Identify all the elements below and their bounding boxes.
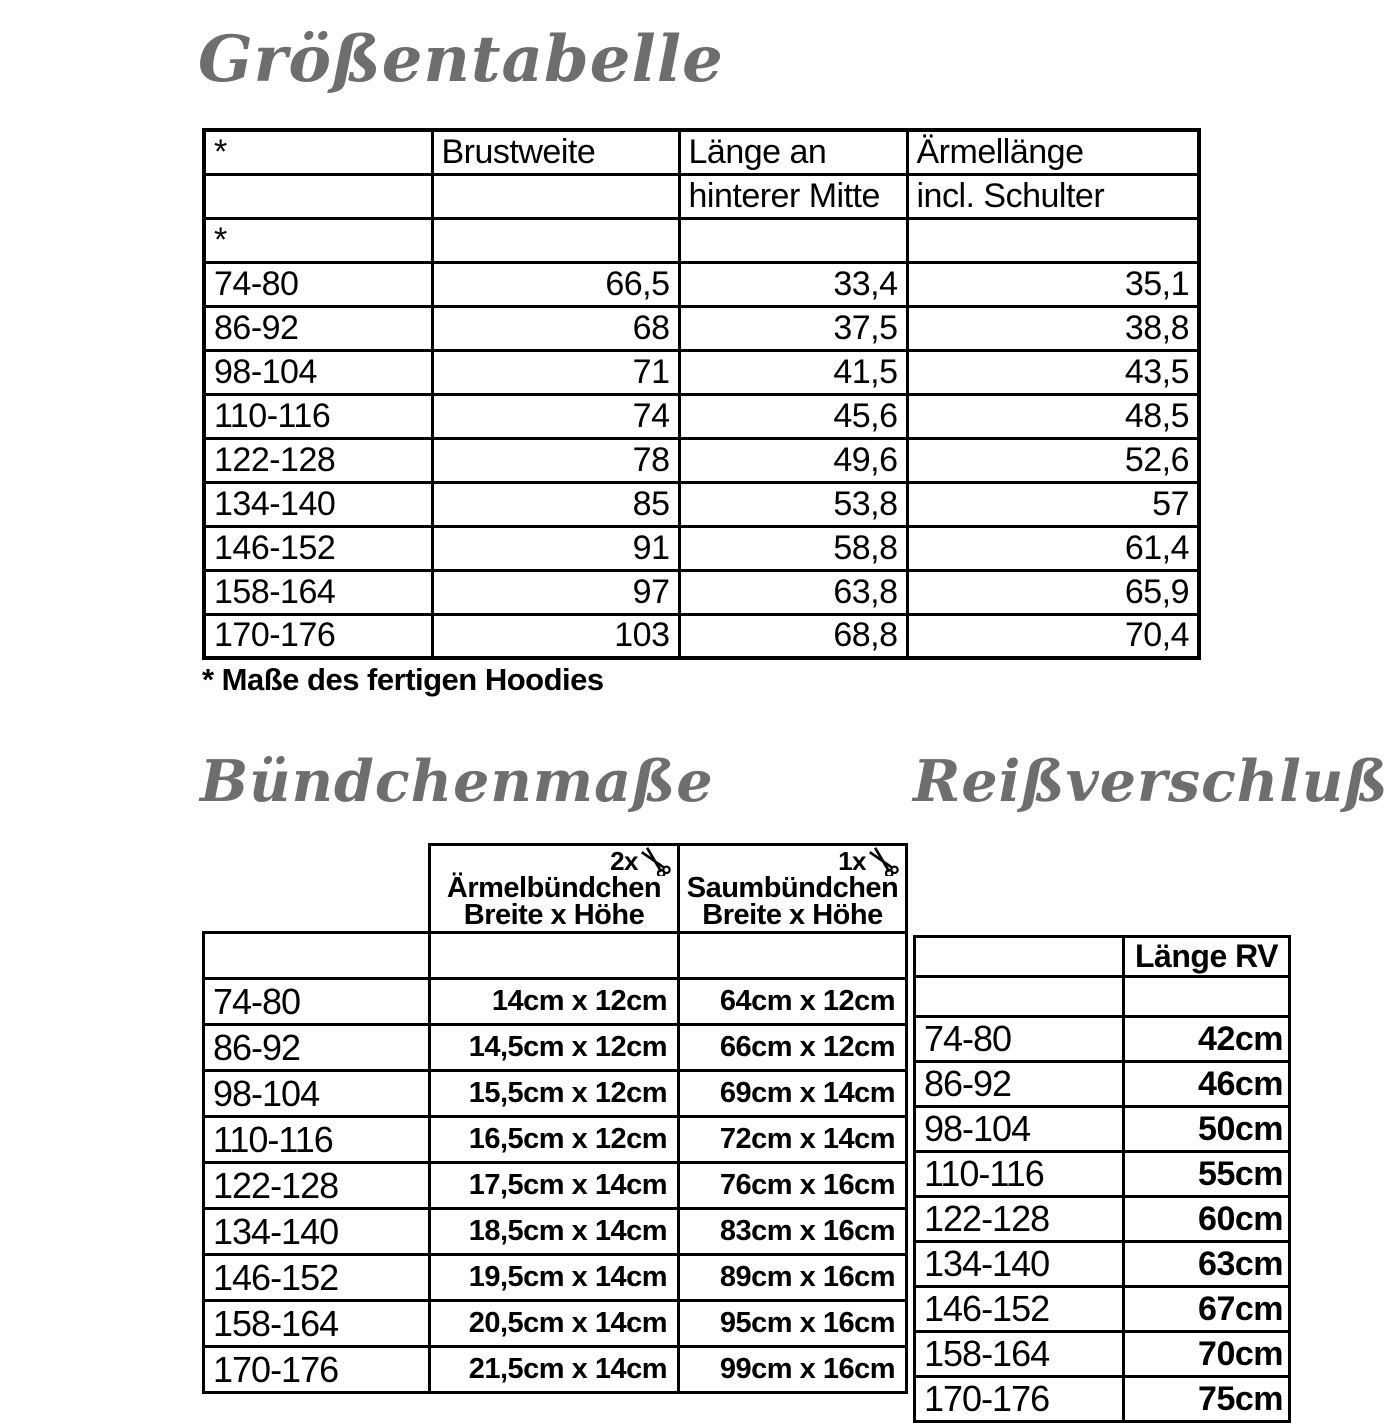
column-header-saumbuendchen	[679, 845, 907, 933]
empty-cell	[915, 937, 1124, 977]
table-row	[204, 482, 1199, 526]
zipper-table-header-row	[915, 937, 1290, 977]
aermellaenge-cell: 43,5	[907, 350, 1199, 394]
size-cell: 110-116	[915, 1152, 1124, 1197]
hem-cuff-cell: 66cm x 12cm	[679, 1025, 907, 1071]
size-cell: 98-104	[204, 1071, 430, 1117]
table-row	[204, 350, 1199, 394]
size-cell: 122-128	[204, 1163, 430, 1209]
cuff-table	[202, 843, 908, 1394]
brustweite-cell: 78	[432, 438, 679, 482]
table-row	[204, 394, 1199, 438]
table-row	[204, 526, 1199, 570]
size-cell: 158-164	[204, 1301, 430, 1347]
empty-cell	[679, 933, 907, 979]
laenge-cell: 63,8	[679, 570, 907, 614]
column-header-aermelbuendchen	[430, 845, 679, 933]
hem-cuff-cell: 72cm x 14cm	[679, 1117, 907, 1163]
brustweite-cell: 97	[432, 570, 679, 614]
sleeve-cuff-cell: 17,5cm x 14cm	[430, 1163, 679, 1209]
hem-cuff-cell: 69cm x 14cm	[679, 1071, 907, 1117]
aermellaenge-cell: 52,6	[907, 438, 1199, 482]
sleeve-cuff-cell: 14,5cm x 12cm	[430, 1025, 679, 1071]
size-cell: 158-164	[915, 1332, 1124, 1377]
empty-cell	[204, 933, 430, 979]
table-row	[204, 614, 1199, 658]
zipper-length-cell: 75cm	[1124, 1377, 1290, 1422]
footnote: * Maße des fertigen Hoodies	[202, 662, 604, 697]
sleeve-cuff-cell: 19,5cm x 14cm	[430, 1255, 679, 1301]
table-row	[204, 438, 1199, 482]
table-row	[204, 1163, 907, 1209]
cuffs-section-title: Bündchenmaße	[200, 748, 714, 815]
laenge-cell: 49,6	[679, 438, 907, 482]
table-row	[915, 1332, 1290, 1377]
sleeve-cuff-cell: 14cm x 12cm	[430, 979, 679, 1025]
size-cell: 98-104	[915, 1107, 1124, 1152]
zipper-length-cell: 55cm	[1124, 1152, 1290, 1197]
brustweite-cell: 74	[432, 394, 679, 438]
table-row	[915, 1062, 1290, 1107]
empty-cell	[204, 174, 432, 218]
brustweite-cell: 103	[432, 614, 679, 658]
sleeve-cuff-cell: 15,5cm x 12cm	[430, 1071, 679, 1117]
table-row	[915, 1197, 1290, 1242]
column-header-laenge-line2: hinterer Mitte	[679, 174, 907, 218]
cut-count: 1x	[838, 845, 866, 876]
aermellaenge-cell: 70,4	[907, 614, 1199, 658]
size-cell: 170-176	[915, 1377, 1124, 1422]
zipper-length-cell: 50cm	[1124, 1107, 1290, 1152]
column-header-sublabel: Breite x Höhe	[463, 899, 645, 931]
column-header-label: Saumbündchen	[686, 872, 899, 904]
size-cell: 122-128	[204, 438, 432, 482]
table-row	[204, 1301, 907, 1347]
size-table-header-row-3	[204, 218, 1199, 262]
table-row	[204, 1347, 907, 1393]
cut-count: 2x	[610, 845, 638, 876]
size-cell: 146-152	[204, 1255, 430, 1301]
table-row	[915, 1377, 1290, 1422]
aermellaenge-cell: 61,4	[907, 526, 1199, 570]
empty-cell	[430, 933, 679, 979]
hem-cuff-cell: 95cm x 16cm	[679, 1301, 907, 1347]
zipper-length-cell: 70cm	[1124, 1332, 1290, 1377]
column-header-brustweite: Brustweite	[432, 130, 679, 174]
hem-cuff-cell: 83cm x 16cm	[679, 1209, 907, 1255]
empty-cell	[907, 218, 1199, 262]
column-header-laenge-line1: Länge an	[679, 130, 907, 174]
column-header-aermellaenge-line1: Ärmellänge	[907, 130, 1199, 174]
zipper-section-title: Reißverschluß	[913, 748, 1389, 815]
brustweite-cell: 71	[432, 350, 679, 394]
aermellaenge-cell: 48,5	[907, 394, 1199, 438]
empty-row	[204, 933, 907, 979]
column-header-aermellaenge-line2: incl. Schulter	[907, 174, 1199, 218]
table-row	[915, 1242, 1290, 1287]
size-cell: 110-116	[204, 1117, 430, 1163]
size-cell: 74-80	[915, 1017, 1124, 1062]
hem-cuff-cell: 64cm x 12cm	[679, 979, 907, 1025]
aermellaenge-cell: 57	[907, 482, 1199, 526]
laenge-cell: 68,8	[679, 614, 907, 658]
aermellaenge-cell: 65,9	[907, 570, 1199, 614]
size-table-header-row-1	[204, 130, 1199, 174]
aermellaenge-cell: 35,1	[907, 262, 1199, 306]
size-table-header-row-2	[204, 174, 1199, 218]
zipper-length-cell: 60cm	[1124, 1197, 1290, 1242]
empty-cell	[915, 977, 1124, 1017]
empty-cell	[1124, 977, 1290, 1017]
table-row	[915, 1107, 1290, 1152]
column-header-label: Ärmelbündchen	[446, 872, 662, 904]
zipper-length-cell: 67cm	[1124, 1287, 1290, 1332]
table-row	[204, 1071, 907, 1117]
sleeve-cuff-cell: 18,5cm x 14cm	[430, 1209, 679, 1255]
size-cell: 146-152	[915, 1287, 1124, 1332]
column-header-laenge-rv: Länge RV	[1124, 937, 1290, 977]
brustweite-cell: 68	[432, 306, 679, 350]
brustweite-cell: 66,5	[432, 262, 679, 306]
size-cell: 122-128	[915, 1197, 1124, 1242]
size-table	[202, 128, 1201, 660]
size-cell: 86-92	[204, 1025, 430, 1071]
laenge-cell: 41,5	[679, 350, 907, 394]
size-cell: 86-92	[204, 306, 432, 350]
empty-row	[915, 977, 1290, 1017]
empty-cell	[432, 218, 679, 262]
hem-cuff-cell: 99cm x 16cm	[679, 1347, 907, 1393]
table-row	[204, 1209, 907, 1255]
table-row	[204, 262, 1199, 306]
table-row	[204, 1255, 907, 1301]
size-cell: 170-176	[204, 614, 432, 658]
size-cell: 146-152	[204, 526, 432, 570]
table-row	[915, 1287, 1290, 1332]
zipper-length-cell: 42cm	[1124, 1017, 1290, 1062]
size-cell: 98-104	[204, 350, 432, 394]
laenge-cell: 37,5	[679, 306, 907, 350]
table-row	[204, 306, 1199, 350]
size-cell: 74-80	[204, 979, 430, 1025]
empty-cell	[204, 845, 430, 933]
laenge-cell: 53,8	[679, 482, 907, 526]
table-row	[915, 1017, 1290, 1062]
hem-cuff-cell: 89cm x 16cm	[679, 1255, 907, 1301]
page-title: Größentabelle	[198, 22, 724, 97]
size-cell: 134-140	[204, 1209, 430, 1255]
zipper-length-cell: 46cm	[1124, 1062, 1290, 1107]
empty-cell	[679, 218, 907, 262]
table-row	[204, 570, 1199, 614]
empty-cell	[432, 174, 679, 218]
brustweite-cell: 85	[432, 482, 679, 526]
laenge-cell: 58,8	[679, 526, 907, 570]
aermellaenge-cell: 38,8	[907, 306, 1199, 350]
footnote-star-marker: *	[204, 130, 432, 174]
size-cell: 110-116	[204, 394, 432, 438]
footnote-star-marker: *	[204, 218, 432, 262]
laenge-cell: 45,6	[679, 394, 907, 438]
sleeve-cuff-cell: 16,5cm x 12cm	[430, 1117, 679, 1163]
sleeve-cuff-cell: 20,5cm x 14cm	[430, 1301, 679, 1347]
table-row	[204, 1025, 907, 1071]
table-row	[204, 1117, 907, 1163]
column-header-sublabel: Breite x Höhe	[702, 899, 883, 931]
size-cell: 74-80	[204, 262, 432, 306]
hem-cuff-cell: 76cm x 16cm	[679, 1163, 907, 1209]
table-row	[915, 1152, 1290, 1197]
size-cell: 158-164	[204, 570, 432, 614]
laenge-cell: 33,4	[679, 262, 907, 306]
size-cell: 86-92	[915, 1062, 1124, 1107]
size-cell: 170-176	[204, 1347, 430, 1393]
cuff-table-header-row	[204, 845, 907, 933]
size-cell: 134-140	[915, 1242, 1124, 1287]
table-row	[204, 979, 907, 1025]
brustweite-cell: 91	[432, 526, 679, 570]
sleeve-cuff-cell: 21,5cm x 14cm	[430, 1347, 679, 1393]
zipper-table	[913, 935, 1291, 1423]
size-cell: 134-140	[204, 482, 432, 526]
zipper-length-cell: 63cm	[1124, 1242, 1290, 1287]
